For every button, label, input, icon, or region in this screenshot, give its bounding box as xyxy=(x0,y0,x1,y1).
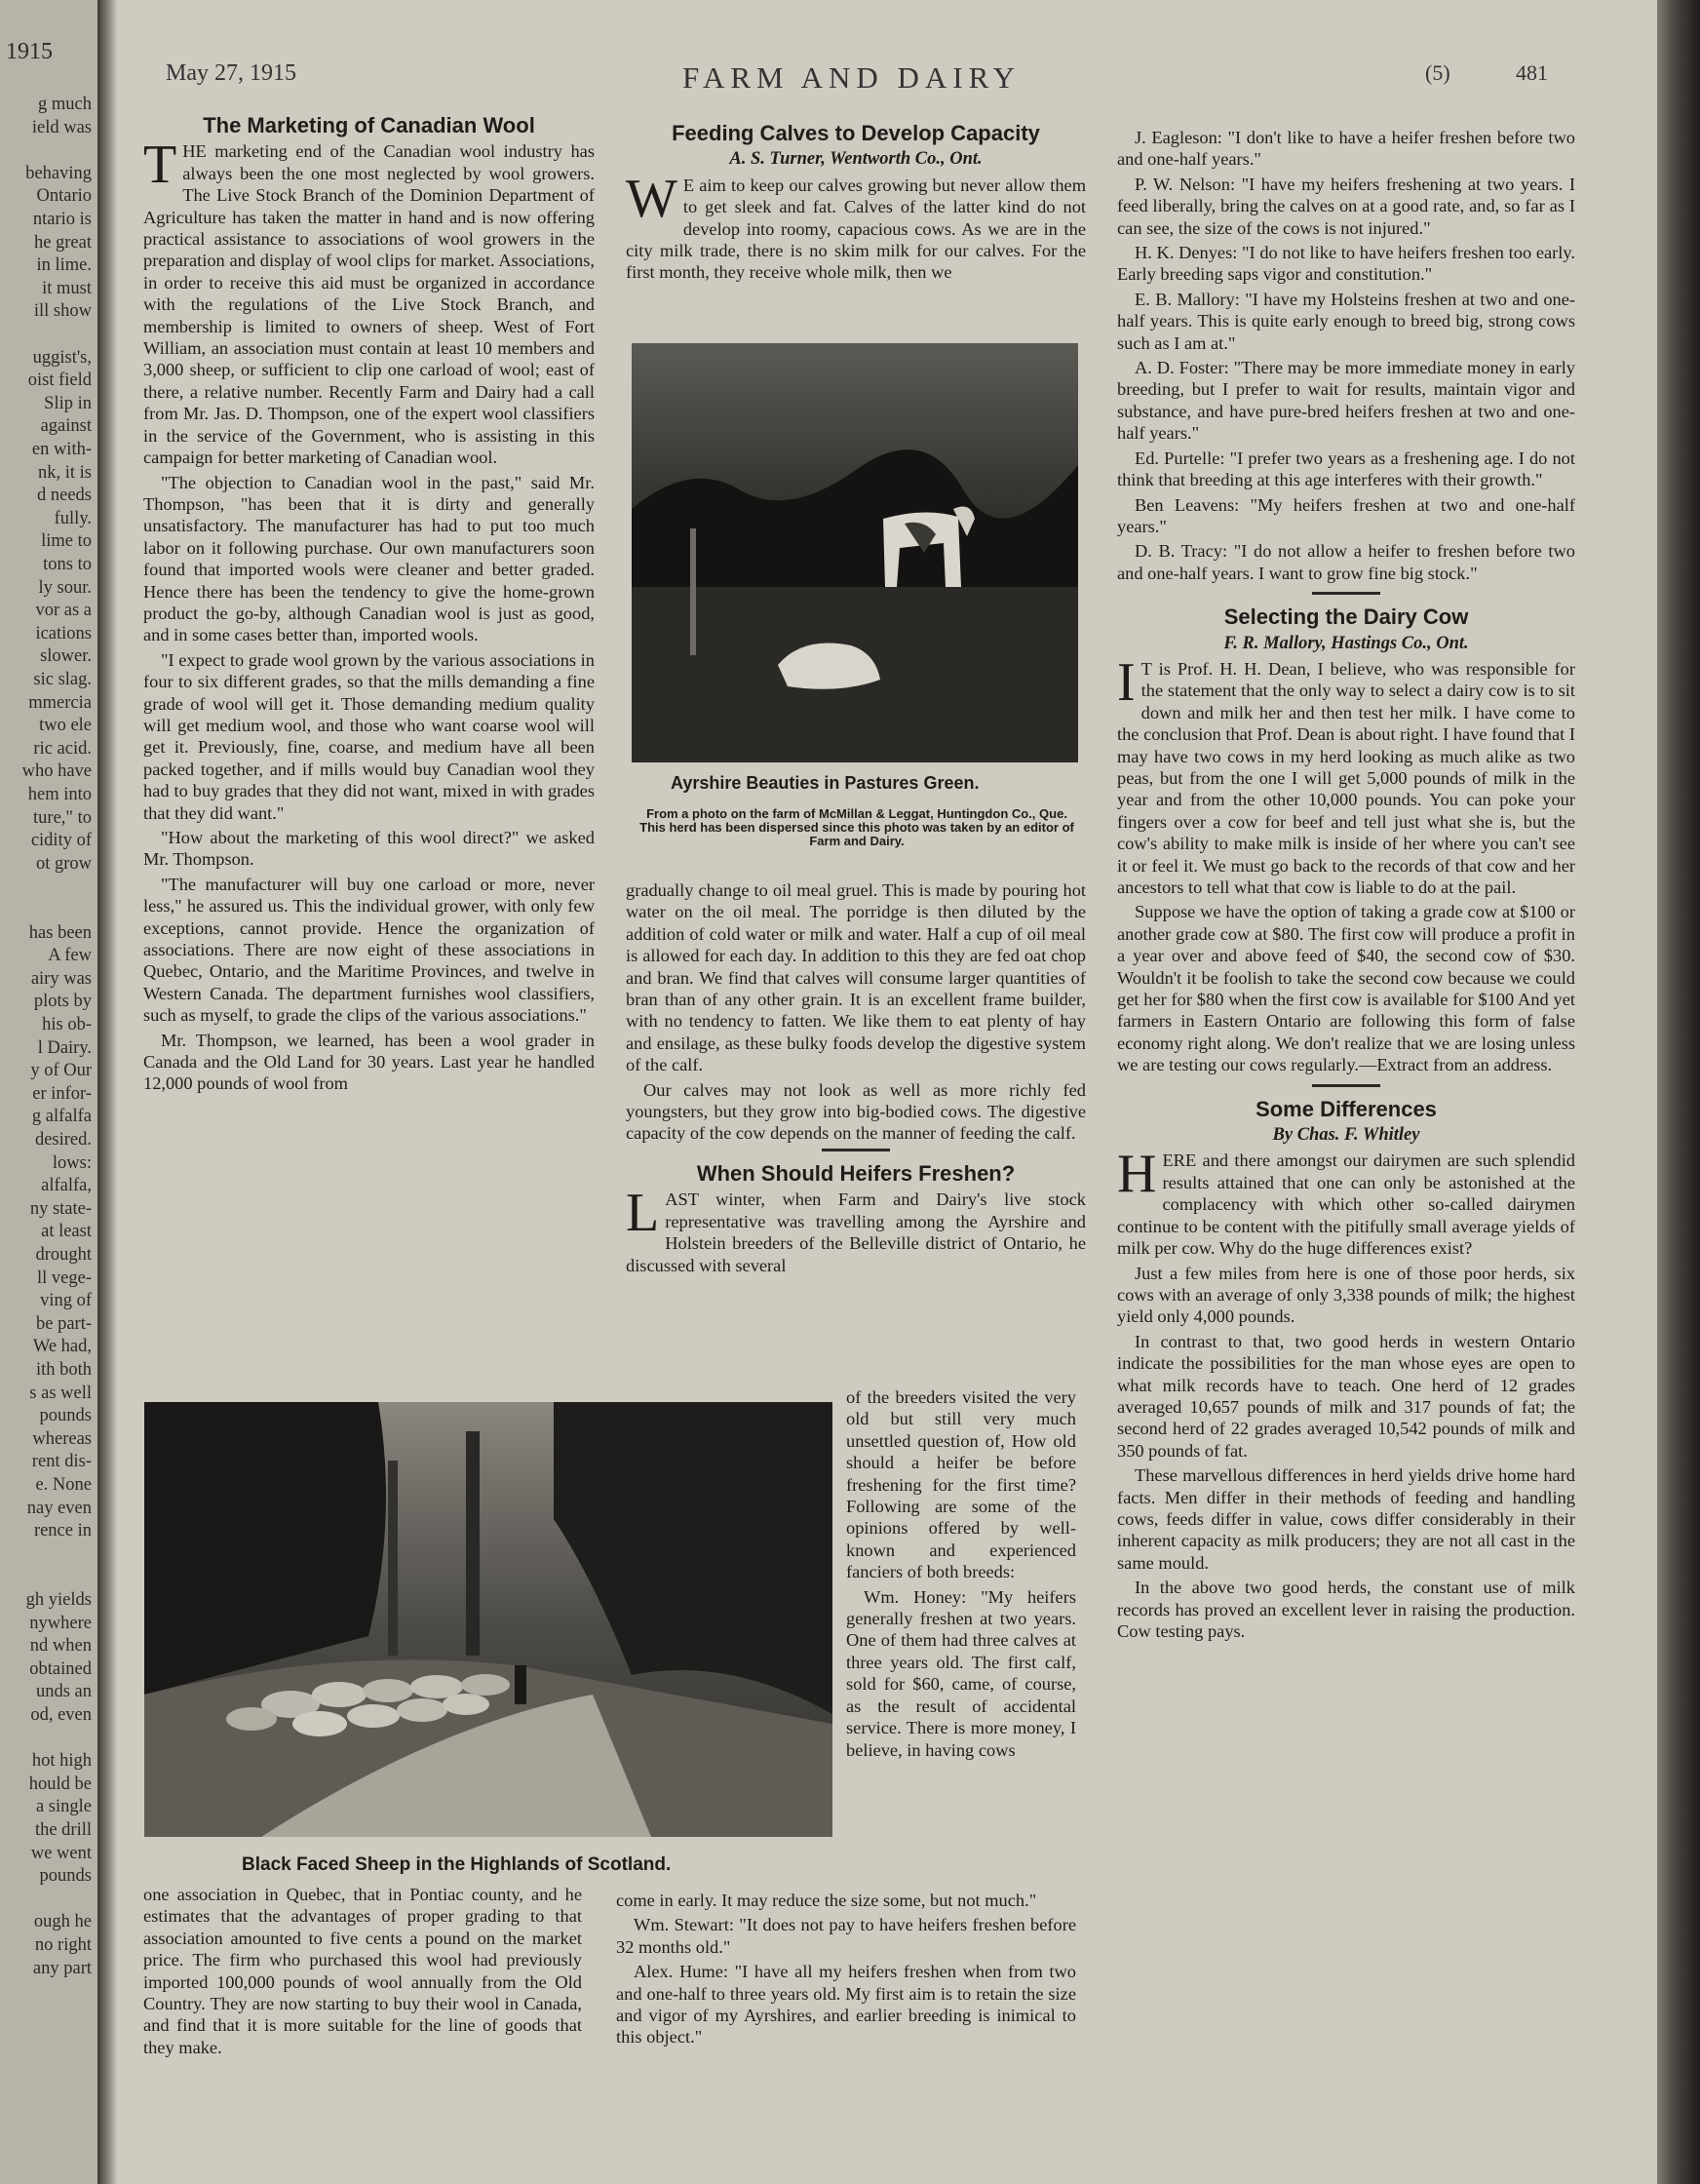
gutter-line: desired. xyxy=(34,1130,92,1150)
paragraph: gradually change to oil meal gruel. This is made by pouring hot water on the oil meal. The porridge is then diluted by the addition of cold water or milk and water. Half a cup of oil meal is allowed for each day. In addition to this they are fed oat chop and bran. We find that calves will consume larger quantities of bran than of any other grain. It is an excellent frame builder, with no tendency to fatten. We like them to eat plenty of hay and ensilage, as these bulky foods develop the digestive system of the calf. xyxy=(626,880,1086,1075)
gutter-line: en with- xyxy=(31,440,92,459)
gutter-line: nd when xyxy=(29,1636,92,1657)
gutter-line: tons to xyxy=(43,555,92,574)
gutter-line: ll vege- xyxy=(37,1268,92,1288)
paragraph: AST winter, when Farm and Dairy's live stock representative was travelling among the Ayrshire and Holstein breeders of the Belleville district of Ontario, he discussed with several xyxy=(626,1190,1086,1275)
paragraph: Just a few miles from here is one of those poor herds, six cows with an average of only 3,338 pounds of milk; the highest yield only 4,000 pounds. xyxy=(1117,1263,1575,1327)
gutter-line: a single xyxy=(35,1797,92,1817)
gutter-line: airy was xyxy=(30,968,92,989)
paragraph: one association in Quebec, that in Pontiac county, and he estimates that the advantages of proper grading to that association amounted to five cents a pound on the market price. The firm who purchased this wool had previously imported 100,000 pounds of wool annually from the Old Country. They are now starting to buy their wool in Canada, and find that it is more suitable for the line of goods that they make. xyxy=(143,1885,582,2057)
gutter-line: sic slag. xyxy=(33,670,92,689)
gutter-line: ications xyxy=(35,623,92,644)
gutter-line: vor as a xyxy=(35,601,92,621)
article-calves xyxy=(626,123,1086,287)
gutter-line: y of Our xyxy=(30,1061,92,1081)
gutter-line: alfalfa, xyxy=(41,1176,92,1196)
paragraph: Suppose we have the option of taking a grade cow at $100 or another grade cow at $80. The first cow will produce a profit in a year over and above feed of $40, the second cow of $30. Wouldn't it be foolish to take the second cow because we could get her for $80 when the first cow is available for $100 And yet farmers in Eastern Ontario are following this form of false economy right along. We don't realize that we are losing unless we are testing our cows regularly.—Extract from an address. xyxy=(1117,902,1575,1075)
paragraph: "I expect to grade wool grown by the various associations in four to six different grades, so that the mills demanding a fine grade of wool will get it. Those demanding medium quality will get medium wool, and those who want coarse wool will get it. Previously, fine, coarse, and medium have all been packed together, and if mills would buy Canadian wool they had to buy grades that they did not want, mixed in with grades that they did want." xyxy=(143,649,595,823)
paragraph: Mr. Thompson, we learned, has been a wool grader in Canada and the Old Land for 30 years. Last year he handled 12,000 pounds of wool from xyxy=(143,1030,595,1094)
previous-page-gutter xyxy=(0,0,97,2184)
gutter-line: g alfalfa xyxy=(31,1107,92,1127)
section-rule xyxy=(1312,1084,1380,1087)
article-wool-continued xyxy=(143,1884,582,2061)
gutter-line: he great xyxy=(33,232,92,253)
paragraph: "The manufacturer will buy one carload or more, never less," he assured us. This the individual grower, with only few exceptions, cannot provide. Hence the organization of associations. There are now eight of these associations in Quebec, Ontario, and the Maritime Provinces, and twelve in Western Canada. The department furnishes wool classifiers, such as myself, to grade the clips of the various associations." xyxy=(143,874,595,1026)
gutter-line: who have xyxy=(21,761,92,782)
gutter-line: drought xyxy=(35,1245,92,1265)
ayrshire-photo xyxy=(632,343,1078,762)
gutter-line: any part xyxy=(32,1958,92,1978)
gutter-line: we went xyxy=(30,1843,92,1863)
article-select-lead xyxy=(1117,651,1575,898)
paragraph: E aim to keep our calves growing but never allow them to get sleek and fat. Calves of the latter kind do not develop into roomy, capacious cows. As we are in the city milk trade, there is no skim milk for our calves. For the first month, they receive whole milk, then we xyxy=(626,175,1086,283)
gutter-line: ough he xyxy=(33,1912,92,1932)
header-title: FARM AND DAIRY xyxy=(682,60,1021,95)
paragraph: In the above two good herds, the constant use of milk records has proved an excellent lever in raising the production. Cow testing pays. xyxy=(1117,1578,1575,1641)
paragraph: J. Eagleson: "I don't like to have a heifer freshen before two and one-half years." xyxy=(1117,128,1575,170)
paragraph: These marvellous differences in herd yields drive home hard facts. Men differ in their methods of feeding and handling cows, feeds differ in value, cows differ considerably in their inherent capacity as milk producers; they are not all cast in the same mould. xyxy=(1117,1465,1575,1573)
gutter-line: plots by xyxy=(33,992,92,1012)
gutter-line: od, even xyxy=(30,1705,92,1725)
article-heifers-intro xyxy=(626,1183,1086,1276)
paragraph: D. B. Tracy: "I do not allow a heifer to freshen before two and one-half years. I want to grow fine big stock." xyxy=(1117,541,1575,583)
article-heifers-continued xyxy=(616,1890,1076,2051)
gutter-line: nay even xyxy=(26,1498,92,1518)
gutter-line: oist field xyxy=(27,370,92,391)
gutter-line: er infor- xyxy=(32,1083,92,1104)
gutter-line: in lime. xyxy=(36,255,92,276)
paragraph: P. W. Nelson: "I have my heifers freshening at two years. I feed liberally, bring the calves on at a good rate, and, so far as I can see, the size of the cows is not injured." xyxy=(1117,174,1575,238)
gutter-line: ield was xyxy=(31,117,92,137)
article-calves-headline: Feeding Calves to Develop Capacity xyxy=(672,121,1040,145)
header-section: (5) xyxy=(1425,60,1450,85)
paragraph: A. D. Foster: "There may be more immediate money in early breeding, but I prefer to wait for results, maintain vigor and substance, and have pure-bred heifers freshen at two and one-half years." xyxy=(1117,358,1575,444)
drop-cap: W xyxy=(626,168,677,229)
article-heifers-opinions xyxy=(1117,127,1575,1645)
gutter-line: We had, xyxy=(32,1337,92,1357)
gutter-line: pounds xyxy=(39,1866,92,1887)
paragraph: H. K. Denyes: "I do not like to have heifers freshen too early. Early breeding saps vigor and constitution." xyxy=(1117,243,1575,285)
gutter-line: nk, it is xyxy=(38,462,92,483)
paragraph: Alex. Hume: "I have all my heifers freshen when from two and one-half to three years old. My first aim is to retain the size and vigor of my Ayrshires, and earlier breeding is inimical to this object." xyxy=(616,1962,1076,2048)
gutter-line: has been xyxy=(28,922,92,943)
page-edge xyxy=(1657,0,1700,2184)
gutter-line: unds an xyxy=(35,1682,92,1702)
gutter-line: hot high xyxy=(31,1751,92,1772)
paragraph: Ed. Purtelle: "I prefer two years as a freshening age. I do not think that breeding at this age interferes with their growth." xyxy=(1117,448,1575,490)
header-page-number: 481 xyxy=(1516,60,1548,85)
gutter-line: pounds xyxy=(39,1406,92,1426)
gutter-line: A few xyxy=(48,946,92,966)
paragraph: Ben Leavens: "My heifers freshen at two and one-half years." xyxy=(1117,494,1575,536)
article-select-headline: Selecting the Dairy Cow xyxy=(1223,604,1469,630)
article-wool xyxy=(143,115,595,1098)
sheep-photo xyxy=(144,1402,832,1837)
gutter-line: gh yields xyxy=(25,1590,92,1610)
paragraph: of the breeders visited the very old but still very much unsettled question of, How old should a heifer be before freshening for the first time? Following are some of the opinions offered by well-known and experienced fanciers of both breeds: xyxy=(846,1387,1076,1582)
paragraph: ERE and there amongst our dairymen are such splendid results attained that one can only be astonished at the complacency with which other so-called dairymen continue to be content with the pitifully small average yields of milk per cow. Why do the huge differences exist? xyxy=(1117,1150,1575,1259)
ayrshire-credit: From a photo on the farm of McMillan & Leggat, Huntingdon Co., Que. This herd has been dispersed since this photo was taken by an editor of Farm and Dairy. xyxy=(639,806,1074,849)
sheep-caption: Black Faced Sheep in the Highlands of Scotland. xyxy=(242,1854,672,1875)
gutter-line: rent dis- xyxy=(31,1452,92,1472)
gutter-line: g much xyxy=(38,95,92,114)
gutter-line: ly sour. xyxy=(38,577,92,598)
drop-cap: T xyxy=(143,135,177,196)
gutter-line: mmercia xyxy=(28,692,92,713)
paragraph: come in early. It may reduce the size some, but not much." xyxy=(616,1891,1037,1910)
ayrshire-caption-block xyxy=(632,772,1082,848)
article-heifers-headline: When Should Heifers Freshen? xyxy=(696,1160,1016,1186)
section-rule xyxy=(822,1149,890,1151)
gutter-line: his ob- xyxy=(42,1015,92,1034)
article-heifers-narrow xyxy=(846,1386,1076,1764)
article-diff-byline: By Chas. F. Whitley xyxy=(1272,1125,1420,1146)
gutter-line: e. None xyxy=(35,1475,92,1495)
gutter-line: Ontario xyxy=(36,186,92,207)
drop-cap: L xyxy=(626,1183,660,1244)
gutter-line: hem into xyxy=(27,785,92,804)
gutter-line: rence in xyxy=(33,1521,92,1541)
paragraph: Wm. Stewart: "It does not pay to have heifers freshen before 32 months old." xyxy=(616,1915,1076,1957)
gutter-line: cidity of xyxy=(30,831,92,851)
gutter-line: it must xyxy=(42,278,92,298)
gutter-line: ture," to xyxy=(33,807,92,828)
paragraph: "How about the marketing of this wool direct?" we asked Mr. Thompson. xyxy=(143,828,595,870)
gutter-line: at least xyxy=(41,1222,92,1242)
article-diff-headline: Some Differences xyxy=(1256,1096,1437,1121)
drop-cap: I xyxy=(1117,651,1136,713)
article-wool-headline: The Marketing of Canadian Wool xyxy=(203,113,535,137)
gutter-line: l Dairy. xyxy=(37,1037,92,1058)
gutter-line: d needs xyxy=(37,486,92,506)
cows-pasture-image xyxy=(632,343,1078,762)
gutter-year: 1915 xyxy=(6,39,53,64)
gutter-line: ith both xyxy=(35,1360,92,1380)
paragraph: T is Prof. H. H. Dean, I believe, who was responsible for the statement that the only way to select a dairy cow is to sit down and milk her and then test her milk. I have come to the conclusion that Prof. Dean is about right. I have found that I may have two cows in my herd looking as much alike as two peas, but from the one I will get 5,000 pounds of milk in the year and from the other 10,000 pounds. You can poke your fingers over a cow for beef and tell just what she is, but the cow's ability to make milk is inside of her where you can't see it or feel it. We must go back to the records of that cow and her ancestors to tell what that cow is liable to do at the pail. xyxy=(1117,658,1575,897)
gutter-line: lime to xyxy=(41,531,92,552)
article-calves-continued xyxy=(626,879,1086,1279)
article-calves-byline: A. S. Turner, Wentworth Co., Ont. xyxy=(729,149,983,170)
gutter-line: slower. xyxy=(40,646,92,667)
gutter-line: ill show xyxy=(33,301,92,322)
gutter-line: the drill xyxy=(34,1820,92,1840)
gutter-line: whereas xyxy=(32,1428,92,1449)
gutter-line: uggist's, xyxy=(32,347,92,368)
gutter-line: two ele xyxy=(39,716,92,736)
paragraph: In contrast to that, two good herds in western Ontario indicate the possibilities for the man whose eyes are open to what milk records have to teach. One herd of 12 grades averaged 10,657 pounds of milk and 317 pounds of fat; the second herd of 22 grades averaged 10,542 pounds of milk and 350 pounds of fat. xyxy=(1117,1331,1575,1461)
gutter-line: ot grow xyxy=(35,853,92,874)
gutter-line: no right xyxy=(34,1935,92,1955)
paragraph: HE marketing end of the Canadian wool industry has always been the one most neglected by wool growers. The Live Stock Branch of the Dominion Department of Agriculture has taken the matter in hand and is now offering practical assistance to associations of wool growers in the preparation and display of wool clips for market. Associations, in order to receive this aid must be organized in accordance with the regulations of the Live Stock Branch, and membership is limited to owners of sheep. West of Fort William, an association must contain at least 10 members and 3,000 sheep, or sufficient to clip one carload of wool; east of there, a relative number. Recently Farm and Dairy had a call from Mr. Jas. D. Thompson, one of the expert wool classifiers in the service of the Government, who is assisting in this campaign for better marketing of Canadian wool. xyxy=(143,141,595,468)
paragraph: Wm. Honey: "My heifers generally freshen at two years. One of them had three calves at three years old. The first calf, sold for $60, came, of course, as the result of accidental service. There is more money, I believe, in having cows xyxy=(846,1586,1076,1760)
section-rule xyxy=(1312,592,1380,595)
gutter-line: ny state- xyxy=(29,1198,92,1219)
article-wool-lead xyxy=(143,135,595,468)
gutter-line: be part- xyxy=(35,1313,92,1334)
paragraph: Our calves may not look as well as more richly fed youngsters, but they grow into big-bodied cows. The digestive capacity of the cow depends on the manner of feeding the calf. xyxy=(626,1079,1086,1144)
gutter-line: nywhere xyxy=(29,1613,92,1633)
gutter-line: hould be xyxy=(28,1774,92,1794)
gutter-line: fully. xyxy=(54,508,92,528)
gutter-line: behaving xyxy=(25,163,92,183)
gutter-line: ving of xyxy=(40,1291,92,1311)
article-calves-intro xyxy=(626,168,1086,284)
gutter-line: s as well xyxy=(29,1383,92,1403)
ayrshire-caption: Ayrshire Beauties in Pastures Green. xyxy=(671,773,980,793)
gutter-line: ntario is xyxy=(32,210,92,229)
drop-cap: H xyxy=(1117,1144,1157,1205)
header-date: May 27, 1915 xyxy=(166,60,296,86)
gutter-line: obtained xyxy=(29,1658,92,1679)
article-diff-lead xyxy=(1117,1144,1575,1259)
book-spine xyxy=(97,0,117,2184)
paragraph: "The objection to Canadian wool in the past," said Mr. Thompson, "has been that it is dirty and generally unsatisfactory. The manufacturer has had to put too much labor on it following purchase. Our own manufacturers soon found that imported wools were cleaner and better graded. Hence there has been the tendency to give the home-grown product the go-by, although Canadian wool is just as good, and in some cases better than, imported wools. xyxy=(143,472,595,645)
gutter-line: ric acid. xyxy=(33,738,92,759)
paragraph: E. B. Mallory: "I have my Holsteins freshen at two and one-half years. This is quite early enough to breed big, strong cows such as I am at." xyxy=(1117,289,1575,353)
sheep-road-image xyxy=(144,1402,832,1837)
gutter-line: Slip in xyxy=(44,393,92,413)
gutter-line: against xyxy=(40,416,92,437)
article-select-byline: F. R. Mallory, Hastings Co., Ont. xyxy=(1223,633,1469,653)
gutter-line: lows: xyxy=(52,1152,92,1173)
